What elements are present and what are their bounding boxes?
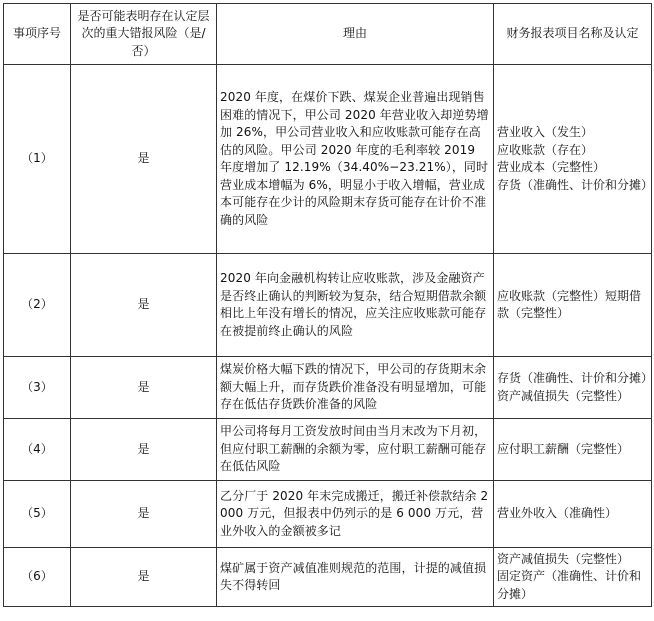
item: 应付职工薪酬（完整性）: [497, 441, 630, 456]
row-risk: 是: [71, 548, 217, 607]
row-risk: 是: [71, 65, 217, 254]
item: 资产减值损失（完整性）: [497, 388, 630, 403]
row-seq: （1）: [4, 65, 71, 254]
header-row: [4, 4, 652, 65]
row-items: [494, 481, 652, 548]
table-row: [4, 548, 652, 607]
row-seq: （6）: [4, 548, 71, 607]
row-seq: （4）: [4, 419, 71, 481]
table-row: [4, 481, 652, 548]
row-items: [494, 419, 652, 481]
table-row: [4, 357, 652, 419]
row-reason: 煤炭价格大幅下跌的情况下，甲公司的存货期末余额大幅上升，而存货跌价准备没有明显增加，可能存在低估存货跌价准备的风险: [217, 357, 494, 419]
row-reason: 2020 年度，在煤价下跌、煤炭企业普遍出现销售困难的情况下，甲公司 2020 年营业收入却逆势增加 26%，甲公司营业收入和应收账款可能存在高估的风险。甲公司 2020 年度的毛利率较 2019 年度增加了 12.19%（34.40%−23.21%），同时营业成本增幅为 6%，明显小于收入增幅，营业成本可能存在少计的风险期末存货可能存在计价不准确的风险: [217, 65, 494, 254]
item: 资产减值损失（完整性）: [497, 551, 630, 566]
row-reason: 2020 年向金融机构转让应收账款，涉及金融资产是否终止确认的判断较为复杂，结合短期借款余额相比上年没有增长的情况，应关注应收账款可能存在被提前终止确认的风险: [217, 254, 494, 357]
row-risk: 是: [71, 419, 217, 481]
table-container: [3, 3, 652, 607]
table-row: [4, 254, 652, 357]
header-risk: 是否可能表明存在认定层次的重大错报风险（是/否）: [71, 4, 217, 65]
row-seq: （2）: [4, 254, 71, 357]
item: 存货（准确性、计价和分摊）: [497, 371, 654, 385]
header-reason: 理由: [217, 4, 494, 65]
item: 存货（准确性、计价和分摊）: [497, 177, 654, 192]
header-seq: 事项序号: [4, 4, 71, 65]
item: 应收账款（存在）: [497, 142, 594, 157]
row-items: [494, 357, 652, 419]
header-items: 财务报表项目名称及认定: [494, 4, 652, 65]
row-seq: （5）: [4, 481, 71, 548]
audit-risk-table: [3, 3, 652, 607]
row-items: [494, 254, 652, 357]
row-items: [494, 65, 652, 254]
row-risk: 是: [71, 254, 217, 357]
row-risk: 是: [71, 481, 217, 548]
row-reason: 煤矿属于资产减值准则规范的范围，计提的减值损失不得转回: [217, 548, 494, 607]
item: 营业成本（完整性）: [497, 160, 606, 174]
row-seq: （3）: [4, 357, 71, 419]
row-risk: 是: [71, 357, 217, 419]
row-reason: 甲公司将每月工资发放时间由当月末改为下月初，但应付职工薪酬的余额为零，应付职工薪酬可能存在低估风险: [217, 419, 494, 481]
table-row: [4, 65, 652, 254]
item: 固定资产（准确性、计价和分摊）: [497, 569, 642, 601]
row-items: [494, 548, 652, 607]
item: 应收账款（完整性）短期借款（完整性）: [497, 288, 642, 320]
item: 营业收入（发生）: [497, 125, 594, 139]
item: 营业外收入（准确性）: [497, 506, 618, 521]
table-row: [4, 419, 652, 481]
row-reason: 乙分厂于 2020 年末完成搬迁，搬迁补偿款结余 2 000 万元，但报表中仍列示的是 6 000 万元，营业外收入的金额被多记: [217, 481, 494, 548]
